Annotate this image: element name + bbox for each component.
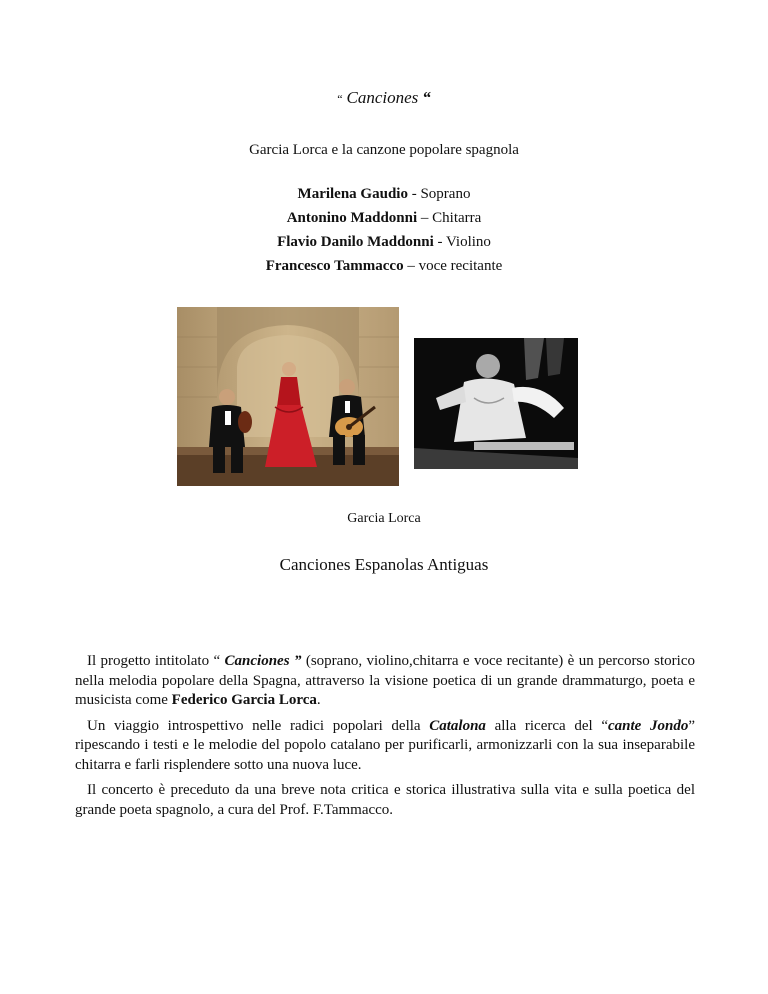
- emphasis-run: cante Jondo: [608, 717, 689, 734]
- emphasis-run: Catalona: [429, 717, 486, 734]
- title-open-quote: “: [337, 92, 343, 106]
- performer-role: Chitarra: [432, 210, 482, 226]
- photo-caption: Garcia Lorca: [347, 511, 421, 526]
- ensemble-photo: [177, 307, 399, 486]
- bold-run: Federico Garcia Lorca: [171, 692, 317, 708]
- actor-photo-drawing: [414, 338, 578, 469]
- title-word: Canciones: [346, 88, 419, 107]
- performer-name: Marilena Gaudio: [297, 186, 408, 202]
- ensemble-photo-drawing: [177, 307, 399, 486]
- performer-name: Francesco Tammacco: [265, 258, 404, 274]
- text-run: .: [316, 692, 321, 708]
- performer-separator: -: [433, 234, 446, 250]
- text-run: Un viaggio introspettivo nelle radici popolari della: [87, 717, 430, 734]
- document-title: [0, 88, 768, 108]
- section-title: Canciones Espanolas Antiguas: [279, 555, 489, 574]
- paragraph: [75, 717, 695, 776]
- performer-line: [0, 186, 768, 203]
- performer-name: Antonino Maddonni: [286, 210, 418, 226]
- performer-role: Soprano: [420, 186, 471, 202]
- body-text: [75, 652, 695, 826]
- text-run: Il progetto intitolato “: [87, 653, 225, 669]
- performer-separator: -: [407, 186, 421, 202]
- emphasis-run: Canciones ”: [224, 653, 302, 669]
- text-run: ” ripescando i testi e le melodie del popolo catalano per purificarli, armonizzarli con la sua inseparabile chitarra e farli risplendere sotto una nuova luce.: [75, 717, 696, 773]
- performer-line: [0, 258, 768, 275]
- actor-photo: [414, 338, 578, 469]
- performer-line: [0, 210, 768, 227]
- text-run: (soprano, violino,chitarra e voce recitante) è un percorso storico nella melodia popolare della Spagna, attraverso la visione poetica di un grande drammaturgo, poeta e musicista come: [75, 653, 695, 708]
- title-close-quote: “: [422, 88, 431, 107]
- performer-name: Flavio Danilo Maddonni: [277, 234, 434, 250]
- performer-separator: –: [403, 258, 419, 274]
- performer-role: Violino: [446, 234, 491, 250]
- performer-role: voce recitante: [418, 258, 503, 274]
- performer-separator: –: [417, 210, 433, 226]
- paragraph: [75, 652, 695, 711]
- performer-line: [0, 234, 768, 251]
- text-run: alla ricerca del “: [485, 717, 608, 734]
- document-subtitle: Garcia Lorca e la canzone popolare spagnola: [249, 142, 519, 158]
- paragraph: Il concerto è preceduto da una breve nota critica e storica illustrativa sulla vita e sulla poetica del grande poeta spagnolo, a cura del Prof. F.Tammacco.: [75, 782, 695, 818]
